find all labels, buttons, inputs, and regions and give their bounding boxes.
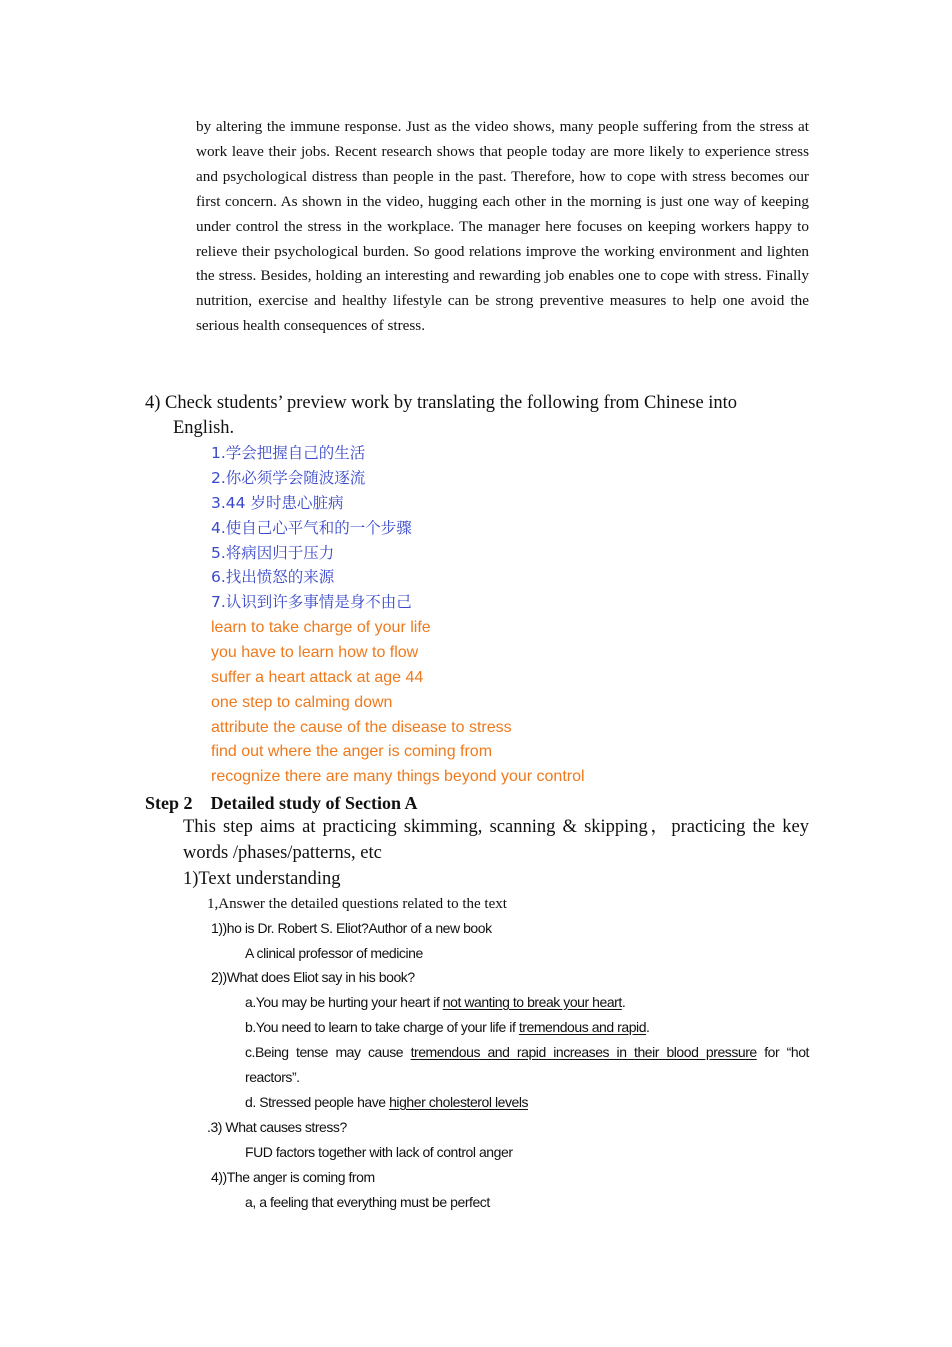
english-translation-list bbox=[211, 616, 585, 790]
step2-aim: This step aims at practicing skimming, scanning & skipping，practicing the key words /phases/patterns, etc bbox=[183, 817, 809, 863]
answer-2d bbox=[245, 1091, 528, 1113]
chinese-phrase-list bbox=[211, 441, 412, 615]
answer-2b-underlined: tremendous and rapid bbox=[518, 1019, 647, 1035]
answer-2c-end: for “hot reactors”. bbox=[245, 1044, 809, 1085]
english-translation: find out where the anger is coming from bbox=[211, 743, 493, 761]
chinese-phrase: 1.学会把握自己的生活 bbox=[211, 444, 366, 462]
step2-title: Detailed study of Section A bbox=[210, 793, 418, 813]
chinese-phrase: 5.将病因归于压力 bbox=[211, 543, 335, 562]
answer-2b bbox=[245, 1016, 650, 1038]
step2-heading bbox=[145, 791, 418, 816]
chinese-phrase: 6.找出愤怒的来源 bbox=[211, 568, 335, 587]
answer-2a-text: a.You may be hurting your heart if bbox=[245, 994, 443, 1010]
answer-2c bbox=[245, 1040, 809, 1090]
answer-2d-text: d. Stressed people have bbox=[245, 1094, 390, 1110]
section4-line2: English. bbox=[173, 418, 235, 438]
english-translation: attribute the cause of the disease to stress bbox=[211, 718, 512, 736]
english-translation: learn to take charge of your life bbox=[211, 619, 431, 636]
section4-instruction bbox=[145, 391, 809, 441]
answer-2a-end: . bbox=[621, 994, 626, 1010]
question-3-answer: FUD factors together with lack of control anger bbox=[245, 1144, 513, 1160]
english-translation: you have to learn how to flow bbox=[211, 643, 419, 661]
chinese-phrase: 2.你必须学会随波逐流 bbox=[211, 468, 366, 487]
answer-2a bbox=[245, 991, 625, 1013]
question-1-answer: A clinical professor of medicine bbox=[245, 945, 423, 961]
answer-2c-text: c.Being tense may cause bbox=[245, 1044, 411, 1060]
answer-2a-underlined: not wanting to break your heart bbox=[442, 994, 622, 1010]
text-understanding-heading: 1)Text understanding bbox=[183, 869, 341, 889]
answer-2b-text: b.You need to learn to take charge of your life if bbox=[245, 1019, 519, 1035]
chinese-phrase: 3.44 岁时患心脏病 bbox=[211, 493, 344, 512]
question-4-answer: a, a feeling that everything must be perfect bbox=[245, 1194, 490, 1210]
english-translation: suffer a heart attack at age 44 bbox=[211, 668, 424, 686]
answer-questions-heading: 1,Answer the detailed questions related to the text bbox=[207, 896, 507, 912]
answer-2b-end: . bbox=[646, 1019, 650, 1035]
chinese-phrase: 7.认识到许多事情是身不由己 bbox=[211, 593, 412, 612]
answer-2c-underlined: tremendous and rapid increases in their blood pressure bbox=[410, 1044, 757, 1060]
step2-label: Step 2 bbox=[145, 793, 193, 813]
answer-2d-underlined: higher cholesterol levels bbox=[389, 1094, 529, 1110]
question-1: 1))ho is Dr. Robert S. Eliot?Author of a new book bbox=[211, 920, 492, 936]
question-2: 2))What does Eliot say in his book? bbox=[211, 969, 415, 985]
section4-line1: 4) Check students’ preview work by translating the following from Chinese into bbox=[145, 393, 738, 413]
english-translation: one step to calming down bbox=[211, 693, 393, 711]
chinese-phrase: 4.使自己心平气和的一个步骤 bbox=[211, 518, 412, 537]
question-3: .3) What causes stress? bbox=[207, 1119, 347, 1135]
english-translation: recognize there are many things beyond your control bbox=[211, 768, 585, 786]
intro-paragraph: by altering the immune response. Just as the video shows, many people suffering from the stress at work leave their jobs. Recent research shows that people today are more likely to experience stress and psychological distress than people in the past. Therefore, how to cope with stress becomes our first concern. As shown in the video, hugging each other in the morning is just one way of keeping under control the stress in the workplace. The manager here focuses on keeping workers happy to relieve their psychological burden. So good relations improve the working environment and lighten the stress. Besides, holding an interesting and rewarding job enables one to cope with stress. Finally nutrition, exercise and healthy lifestyle can be strong preventive measures to help one avoid the serious health consequences of stress. bbox=[196, 118, 809, 335]
question-4: 4))The anger is coming from bbox=[211, 1169, 375, 1185]
